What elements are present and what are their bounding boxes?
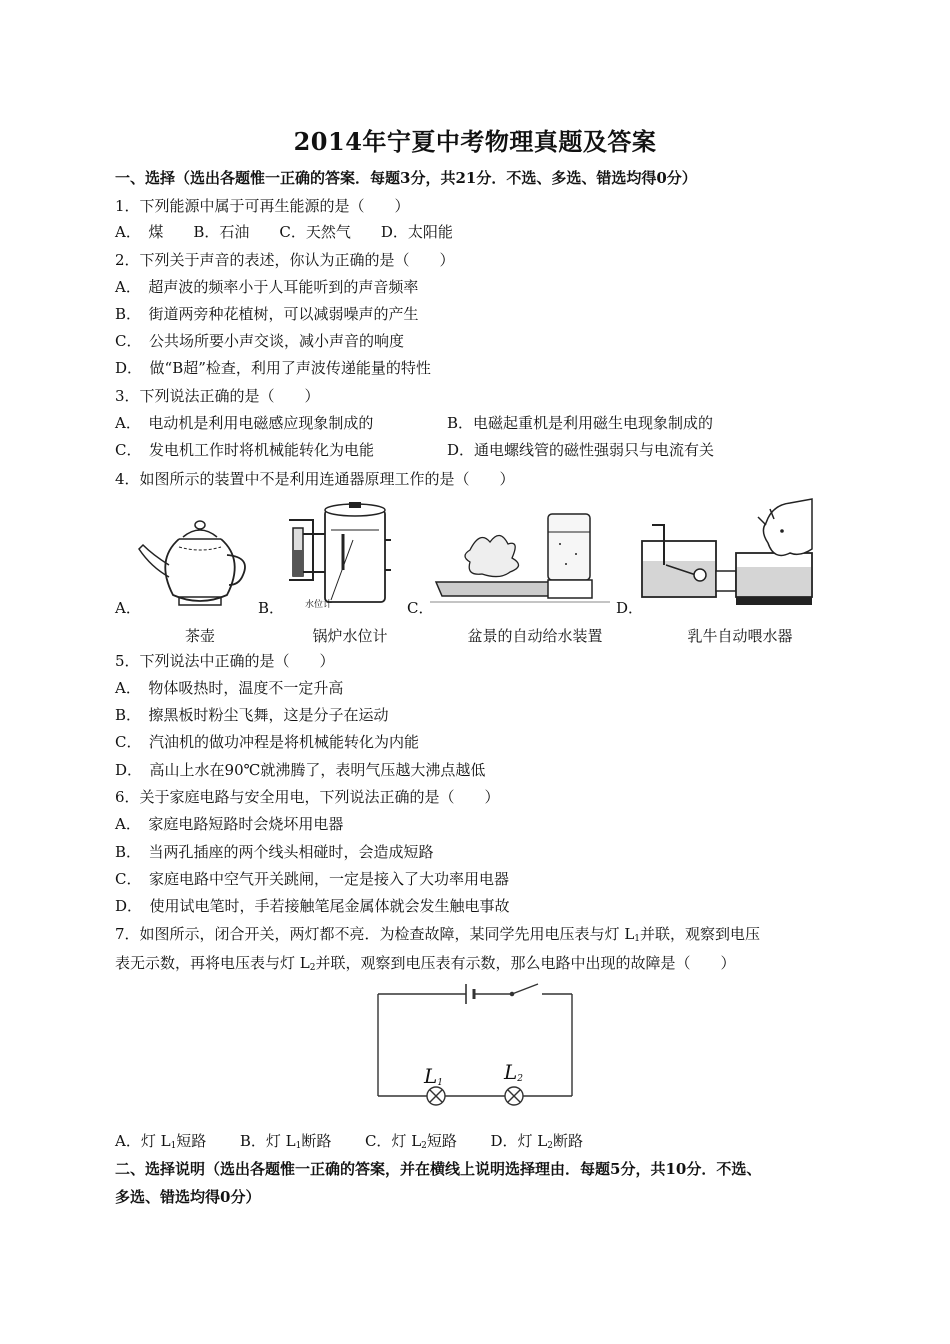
q6-option-a: A． 家庭电路短路时会烧坏用电器 [115,815,344,833]
q4-caption-a: 茶壶 [184,627,215,645]
q3-option-b: B．电磁起重机是利用磁生电现象制成的 [447,414,714,432]
teapot-figure [135,515,255,615]
q2-option-a: A． 超声波的频率小于人耳能听到的声音频率 [115,278,419,296]
q2-option-b: B． 街道两旁种花植树，可以减弱噪声的产生 [115,305,419,323]
q4-label-d: D． [616,599,644,617]
boiler-gauge-label: 水位计 [305,600,333,610]
q1-stem: 1．下列能源中属于可再生能源的是（ ） [115,197,410,215]
cow-feeder-figure [640,495,815,610]
q4-caption-d: 乳牛自动喂水器 [687,627,793,645]
q7-options [115,1131,583,1156]
q7-option-c: C．灯 $L_2$短路 [364,1132,457,1151]
q6-option-d: D． 使用试电笔时，手若接触笔尾金属体就会发生触电事故 [115,897,510,915]
page-title: 2014年宁夏中考物理真题及答案 [293,127,657,156]
q7-option-d: D．灯 $L_2$断路 [490,1132,583,1151]
q2-stem: 2．下列关于声音的表述，你认为正确的是（ ） [115,251,455,269]
q6-option-c: C． 家庭电路中空气开关跳闸，一定是接入了大功率用电器 [115,870,509,888]
q4-label-b: B． [258,599,285,617]
q7-stem-line2: 表无示数，再将电压表与灯 $L_2$并联，观察到电压表有示数，那么电路中出现的故障是（ ） [115,954,736,973]
q7-option-a: A．灯 $L_1$短路 [115,1132,207,1151]
section2-heading-line1: 二、选择说明（选出各题惟一正确的答案，并在横线上说明选择理由．每题5分，共10分．不选、 [115,1160,762,1178]
q5-option-d: D． 高山上水在90℃就沸腾了，表明气压越大沸点越低 [115,761,486,779]
q5-option-b: B． 擦黑板时粉尘飞舞，这是分子在运动 [115,706,389,724]
boiler-gauge-figure [283,500,403,610]
q4-caption-b: 锅炉水位计 [312,627,388,645]
q4-label-a: A． [115,599,141,617]
q5-option-c: C． 汽油机的做功冲程是将机械能转化为内能 [115,733,419,751]
q4-stem: 4．如图所示的装置中不是利用连通器原理工作的是（ ） [115,470,515,488]
q3-option-a: A． 电动机是利用电磁感应现象制成的 [115,414,374,432]
q5-stem: 5．下列说法中正确的是（ ） [115,652,335,670]
q6-stem: 6．关于家庭电路与安全用电，下列说法正确的是（ ） [115,788,500,806]
q6-option-b: B． 当两孔插座的两个线头相碰时，会造成短路 [115,843,434,861]
q2-option-c: C． 公共场所要小声交谈，减小声音的响度 [115,332,404,350]
q1-options: A． 煤 B．石油 C．天然气 D．太阳能 [115,223,453,241]
section2-heading-line2: 多选、错选均得0分） [115,1188,261,1206]
q4-label-c: C． [407,599,434,617]
q3-stem: 3．下列说法正确的是（ ） [115,387,320,405]
q7-stem-line1: 7．如图所示，闭合开关，两灯都不亮．为检查故障，某同学先用电压表与灯 $L_1$并联，观察到电压 [115,925,761,944]
q2-option-d: D． 做“B超”检查，利用了声波传递能量的特性 [115,359,431,377]
section1-heading: 一、选择（选出各题惟一正确的答案．每题3分，共21分．不选、多选、错选均得0分） [115,169,697,187]
q7-option-b: B．灯 $L_1$断路 [239,1132,332,1151]
q5-option-a: A． 物体吸热时，温度不一定升高 [115,679,344,697]
q3-option-c: C． 发电机工作时将机械能转化为电能 [115,441,374,459]
lamp1-label: $L_1$ [424,1064,444,1088]
bonsai-watering-figure [430,510,610,610]
q3-option-d: D．通电螺线管的磁性强弱只与电流有关 [447,441,715,459]
q4-caption-c: 盆景的自动给水装置 [467,627,603,645]
lamp2-label: $L_2$ [504,1060,524,1084]
circuit-diagram [370,980,580,1115]
